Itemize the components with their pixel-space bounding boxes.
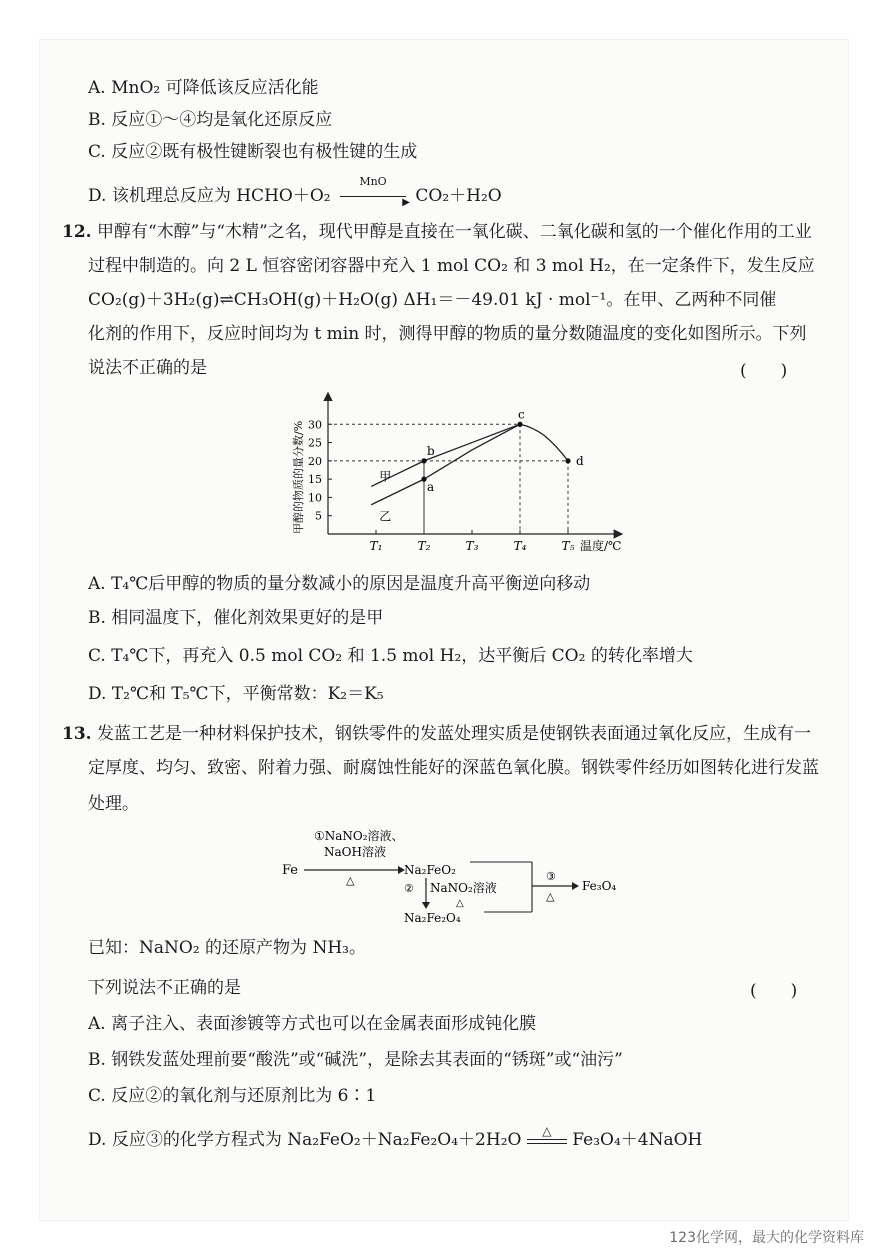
series-line-1: [371, 424, 568, 486]
q13-stem-1: 发蓝工艺是一种材料保护技术，钢铁零件的发蓝处理实质是使钢铁表面通过氧化反应，生成有一: [96, 724, 811, 744]
q12-line-2: 过程中制造的。向 2 L 恒容密闭容器中充入 1 mol CO₂ 和 3 mol H₂，在一定条件下，发生反应: [88, 256, 815, 276]
na2fe2o4-label: Na₂Fe₂O₄: [404, 911, 461, 925]
na2feo2-label: Na₂FeO₂: [404, 863, 456, 877]
point-label-a: a: [427, 480, 435, 495]
q13-heat-sign: △: [542, 1124, 552, 1138]
x-tick-label: T₅: [561, 539, 575, 553]
y-axis-label: 甲醇的物质的量分数/%: [292, 420, 305, 534]
y-tick-label: 5: [315, 509, 322, 523]
step2-heat: △: [456, 898, 464, 909]
q13-option-a: A. 离子注入、表面渗镀等方式也可以在金属表面形成钝化膜: [88, 1014, 537, 1034]
fe-label: Fe: [282, 863, 299, 878]
q11-catalyst-label: MnO: [359, 175, 387, 188]
site-footer: 123化学网，最大的化学资料库: [669, 1230, 864, 1246]
step3-label: ③: [546, 870, 556, 883]
q13-heat-equals: [527, 1124, 567, 1144]
q12-option-c: C. T₄℃下，再充入 0.5 mol CO₂ 和 1.5 mol H₂，达平衡后 CO₂ 的转化率增大: [88, 646, 693, 666]
y-tick-label: 15: [308, 473, 322, 487]
y-tick-label: 10: [308, 491, 322, 505]
q13-option-c: C. 反应②的氧化剂与还原剂比为 6∶1: [88, 1086, 377, 1106]
point-b: [421, 458, 426, 463]
step1-reagent-2: NaOH溶液: [324, 845, 386, 859]
methanol-chart: [266, 390, 626, 560]
step1-heat: △: [346, 874, 355, 887]
y-tick-label: 30: [308, 418, 322, 432]
q12-option-b: B. 相同温度下，催化剂效果更好的是甲: [88, 608, 384, 628]
fe3o4-label: Fe₃O₄: [582, 879, 617, 893]
q11-option-d-prefix: D. 该机理总反应为 HCHO＋O₂: [88, 186, 331, 206]
step2-arrowhead: [422, 902, 430, 909]
point-label-d: d: [576, 453, 584, 468]
q13-ask: 下列说法不正确的是: [88, 978, 241, 998]
q11-option-b: B. 反应①～④均是氧化还原反应: [88, 110, 333, 130]
q12-option-d: D. T₂℃和 T₅℃下，平衡常数：K₂＝K₅: [88, 684, 384, 704]
step3-arrowhead: [572, 882, 579, 890]
y-tick-label: 25: [308, 436, 322, 450]
step1-reagent-1: ①NaNO₂溶液、: [314, 829, 404, 843]
q13-line-1: [62, 722, 811, 746]
q13-number: 13.: [62, 724, 92, 744]
point-a: [421, 477, 426, 482]
x-tick-label: T₃: [465, 539, 479, 553]
q13-line-3: 处理。: [88, 794, 139, 814]
point-label-c: c: [518, 407, 525, 422]
q12-line-1: [62, 220, 812, 244]
q11-option-c: C. 反应②既有极性键断裂也有极性键的生成: [88, 142, 418, 162]
series-label-2: 乙: [379, 509, 392, 524]
q11-option-d-suffix: CO₂＋H₂O: [415, 186, 502, 206]
y-tick-label: 20: [308, 454, 322, 468]
q12-stem-1: 甲醇有“木醇”与“木精”之名，现代甲醇是直接在一氧化碳、二氧化碳和氢的一个催化作用的工业: [96, 222, 812, 242]
exam-page: [40, 40, 848, 1220]
step3-heat: △: [546, 890, 555, 903]
q11-catalyst-arrow: MnO ▶: [336, 184, 410, 208]
q11-option-a: A. MnO₂ 可降低该反应活化能: [88, 78, 319, 98]
q12-line-3: CO₂(g)＋3H₂(g)⇌CH₃OH(g)＋H₂O(g) ΔH₁＝－49.01 kJ · mol⁻¹。在甲、乙两种不同催: [88, 290, 777, 310]
q13-option-d: [88, 1124, 703, 1152]
q11-option-d: [88, 175, 502, 208]
step2-reagent: NaNO₂溶液: [430, 881, 497, 895]
x-tick-label: T₂: [417, 539, 431, 553]
q12-line-5: 说法不正确的是: [88, 358, 207, 378]
x-tick-label: T₄: [513, 539, 527, 553]
q13-option-d-prefix: D. 反应③的化学方程式为 Na₂FeO₂＋Na₂Fe₂O₄＋2H₂O: [88, 1130, 522, 1150]
q13-known: 已知：NaNO₂ 的还原产物为 NH₃。: [88, 938, 366, 958]
point-d: [565, 458, 570, 463]
step2-label: ②: [404, 882, 414, 895]
q12-option-a: A. T₄℃后甲醇的物质的量分数减小的原因是温度升高平衡逆向移动: [88, 574, 591, 594]
q13-line-2: 定厚度、均匀、致密、附着力强、耐腐蚀性能好的深蓝色氧化膜。钢铁零件经历如图转化进行发蓝: [88, 758, 819, 778]
series-line-2: [371, 424, 520, 504]
q12-answer-paren: ( ): [740, 361, 788, 381]
q12-number: 12.: [62, 222, 92, 242]
point-label-b: b: [427, 443, 435, 458]
x-axis-label: 温度/℃: [580, 539, 622, 553]
point-c: [517, 422, 522, 427]
q12-line-4: 化剂的作用下，反应时间均为 t min 时，测得甲醇的物质的量分数随温度的变化如图所示。下列: [88, 324, 807, 344]
q13-answer-paren: ( ): [750, 981, 798, 1001]
x-tick-label: T₁: [369, 539, 383, 553]
q13-option-b: B. 钢铁发蓝处理前要“酸洗”或“碱洗”，是除去其表面的“锈斑”或“油污”: [88, 1050, 623, 1070]
series-label-1: 甲: [379, 469, 392, 484]
blueing-process-diagram: [280, 826, 617, 926]
q13-option-d-suffix: Fe₃O₄＋4NaOH: [572, 1130, 703, 1150]
